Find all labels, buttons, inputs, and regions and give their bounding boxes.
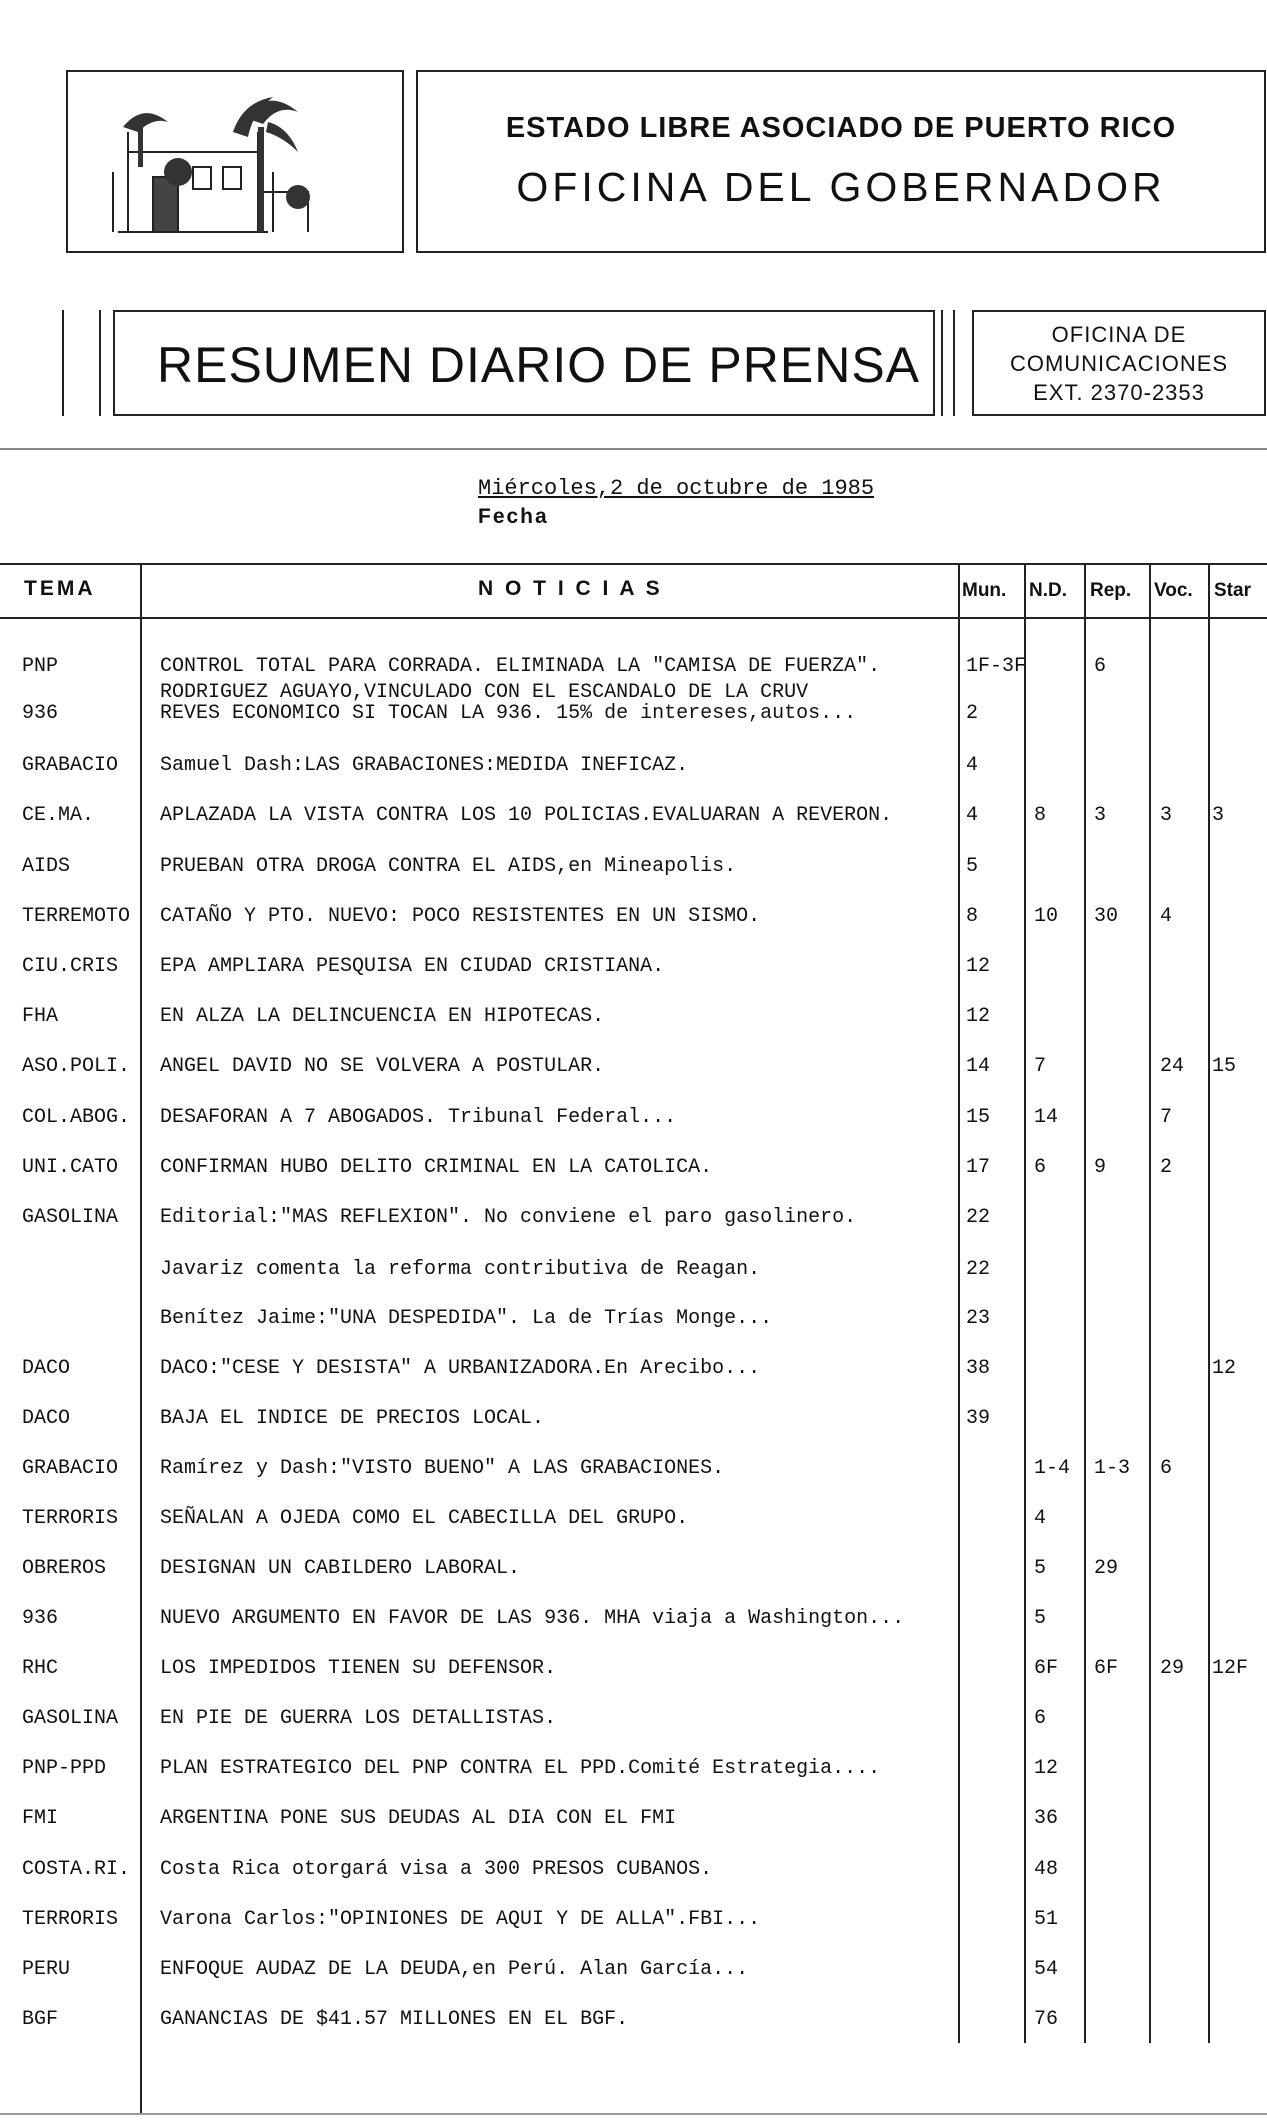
row-noticia: CONFIRMAN HUBO DELITO CRIMINAL EN LA CATOLICA. (160, 1156, 713, 1179)
row-tema: DACO (22, 1357, 71, 1380)
star-divider (1208, 563, 1210, 2043)
row-nd: 51 (1034, 1908, 1059, 1931)
date-label: Fecha (478, 505, 549, 528)
row-tema: COSTA.RI. (22, 1858, 131, 1881)
row-noticia: RODRIGUEZ AGUAYO,VINCULADO CON EL ESCANDALO DE LA CRUV (160, 681, 809, 704)
office-line-3: EXT. 2370-2353 (1033, 380, 1205, 405)
row-nd: 76 (1034, 2008, 1059, 2031)
row-tema: 936 (22, 1607, 59, 1630)
row-tema: GASOLINA (22, 1707, 119, 1730)
row-nd: 7 (1034, 1055, 1047, 1078)
col-header-voc: Voc. (1154, 580, 1193, 601)
row-noticia: EPA AMPLIARA PESQUISA EN CIUDAD CRISTIANA. (160, 955, 665, 978)
row-tema: PNP-PPD (22, 1757, 107, 1780)
row-mun: 12 (966, 1005, 991, 1028)
row-voc: 29 (1160, 1657, 1185, 1680)
row-mun: 17 (966, 1156, 991, 1179)
fortaleza-logo (68, 72, 402, 251)
row-nd: 1-4 (1034, 1457, 1071, 1480)
row-tema: OBREROS (22, 1557, 107, 1580)
row-mun: 39 (966, 1407, 991, 1430)
row-star: 15 (1212, 1055, 1237, 1078)
row-star: 12F (1212, 1657, 1249, 1680)
row-noticia: BAJA EL INDICE DE PRECIOS LOCAL. (160, 1407, 545, 1430)
row-tema: TERREMOTO (22, 905, 131, 928)
row-mun: 38 (966, 1357, 991, 1380)
row-voc: 24 (1160, 1055, 1185, 1078)
col-header-mun: Mun. (962, 580, 1007, 601)
row-tema: COL.ABOG. (22, 1106, 131, 1129)
row-nd: 12 (1034, 1757, 1059, 1780)
row-nd: 5 (1034, 1607, 1047, 1630)
row-tema: CIU.CRIS (22, 955, 119, 978)
row-noticia: APLAZADA LA VISTA CONTRA LOS 10 POLICIAS.EVALUARAN A REVERON. (160, 804, 893, 827)
nd-divider (1024, 563, 1026, 2043)
row-noticia: EN ALZA LA DELINCUENCIA EN HIPOTECAS. (160, 1005, 605, 1028)
row-nd: 6F (1034, 1657, 1059, 1680)
row-tema: DACO (22, 1407, 71, 1430)
office-line-2: COMUNICACIONES (1009, 351, 1229, 376)
row-mun: 15 (966, 1106, 991, 1129)
row-nd: 36 (1034, 1807, 1059, 1830)
row-noticia: Varona Carlos:"OPINIONES DE AQUI Y DE ALLA".FBI... (160, 1908, 761, 1931)
voc-divider (1149, 563, 1151, 2043)
row-noticia: Samuel Dash:LAS GRABACIONES:MEDIDA INEFICAZ. (160, 754, 689, 777)
row-tema: FMI (22, 1807, 59, 1830)
mun-divider (958, 563, 960, 2043)
date-value: Miércoles,2 de octubre de 1985 (478, 476, 875, 501)
row-tema: FHA (22, 1005, 59, 1028)
row-rep: 29 (1094, 1557, 1119, 1580)
row-star: 3 (1212, 804, 1225, 827)
row-noticia: ANGEL DAVID NO SE VOLVERA A POSTULAR. (160, 1055, 605, 1078)
col-header-star: Star (1214, 580, 1251, 601)
row-tema: TERRORIS (22, 1908, 119, 1931)
row-noticia: ARGENTINA PONE SUS DEUDAS AL DIA CON EL FMI (160, 1807, 677, 1830)
row-noticia: EN PIE DE GUERRA LOS DETALLISTAS. (160, 1707, 557, 1730)
row-mun: 22 (966, 1258, 991, 1281)
row-noticia: Editorial:"MAS REFLEXION". No conviene el paro gasolinero. (160, 1206, 857, 1229)
row-noticia: NUEVO ARGUMENTO EN FAVOR DE LAS 936. MHA viaja a Washington... (160, 1607, 905, 1630)
col-header-nd: N.D. (1029, 580, 1067, 601)
banner-rule-right-1 (941, 310, 943, 416)
page-bottom-rule (0, 2113, 1267, 2115)
table-header-rule (0, 617, 1267, 619)
row-nd: 8 (1034, 804, 1047, 827)
logo-box (66, 70, 404, 253)
office-line-1: OFICINA DE (1051, 322, 1187, 347)
col-header-noticias: N O T I C I A S (478, 577, 663, 600)
table-top-rule (0, 563, 1267, 565)
row-noticia: LOS IMPEDIDOS TIENEN SU DEFENSOR. (160, 1657, 557, 1680)
row-noticia: DACO:"CESE Y DESISTA" A URBANIZADORA.En Arecibo... (160, 1357, 761, 1380)
banner-rule-left-2 (99, 310, 101, 416)
row-voc: 7 (1160, 1106, 1173, 1129)
row-nd: 48 (1034, 1858, 1059, 1881)
row-rep: 30 (1094, 905, 1119, 928)
header-line-2: OFICINA DEL GOBERNADOR (516, 164, 1166, 210)
row-noticia: REVES ECONOMICO SI TOCAN LA 936. 15% de intereses,autos... (160, 702, 857, 725)
rep-divider (1084, 563, 1086, 2043)
row-voc: 3 (1160, 804, 1173, 827)
row-mun: 2 (966, 702, 979, 725)
row-tema: PNP (22, 655, 59, 678)
row-tema: PERU (22, 1958, 71, 1981)
banner-bottom-rule (0, 448, 1267, 450)
row-nd: 54 (1034, 1958, 1059, 1981)
header-line-1: ESTADO LIBRE ASOCIADO DE PUERTO RICO (505, 112, 1177, 144)
row-mun: 4 (966, 804, 979, 827)
row-noticia: CONTROL TOTAL PARA CORRADA. ELIMINADA LA "CAMISA DE FUERZA". (160, 655, 881, 678)
banner-title-box (113, 310, 935, 416)
row-noticia: Costa Rica otorgará visa a 300 PRESOS CUBANOS. (160, 1858, 713, 1881)
row-noticia: DESIGNAN UN CABILDERO LABORAL. (160, 1557, 521, 1580)
row-noticia: PLAN ESTRATEGICO DEL PNP CONTRA EL PPD.Comité Estrategia.... (160, 1757, 881, 1780)
row-tema: GASOLINA (22, 1206, 119, 1229)
row-noticia: Ramírez y Dash:"VISTO BUENO" A LAS GRABACIONES. (160, 1457, 725, 1480)
row-noticia: GANANCIAS DE $41.57 MILLONES EN EL BGF. (160, 2008, 629, 2031)
tema-divider (140, 563, 142, 2113)
row-mun: 12 (966, 955, 991, 978)
row-mun: 23 (966, 1307, 991, 1330)
row-tema: GRABACIO (22, 754, 119, 777)
row-tema: AIDS (22, 855, 71, 878)
row-rep: 3 (1094, 804, 1107, 827)
banner-rule-right-2 (953, 310, 955, 416)
row-tema: CE.MA. (22, 804, 95, 827)
row-voc: 4 (1160, 905, 1173, 928)
header-title-box (416, 70, 1266, 253)
row-noticia: SEÑALAN A OJEDA COMO EL CABECILLA DEL GRUPO. (160, 1507, 689, 1530)
col-header-rep: Rep. (1090, 580, 1132, 601)
office-box (972, 310, 1266, 416)
row-tema: BGF (22, 2008, 59, 2031)
row-mun: 8 (966, 905, 979, 928)
row-tema: RHC (22, 1657, 59, 1680)
row-tema: GRABACIO (22, 1457, 119, 1480)
row-tema: TERRORIS (22, 1507, 119, 1530)
row-rep: 1-3 (1094, 1457, 1131, 1480)
row-mun: 22 (966, 1206, 991, 1229)
row-nd: 14 (1034, 1106, 1059, 1129)
banner-title: RESUMEN DIARIO DE PRENSA (157, 337, 921, 393)
row-star: 12 (1212, 1357, 1237, 1380)
row-rep: 9 (1094, 1156, 1107, 1179)
row-noticia: CATAÑO Y PTO. NUEVO: POCO RESISTENTES EN UN SISMO. (160, 905, 761, 928)
row-noticia: ENFOQUE AUDAZ DE LA DEUDA,en Perú. Alan García... (160, 1958, 749, 1981)
col-header-tema: TEMA (24, 577, 96, 600)
row-tema: ASO.POLI. (22, 1055, 131, 1078)
row-rep: 6F (1094, 1657, 1119, 1680)
row-voc: 2 (1160, 1156, 1173, 1179)
row-mun: 1F-3F (966, 655, 1027, 678)
row-noticia: DESAFORAN A 7 ABOGADOS. Tribunal Federal... (160, 1106, 677, 1129)
row-nd: 4 (1034, 1507, 1047, 1530)
row-nd: 6 (1034, 1707, 1047, 1730)
row-noticia: Javariz comenta la reforma contributiva de Reagan. (160, 1258, 761, 1281)
row-voc: 6 (1160, 1457, 1173, 1480)
row-tema: UNI.CATO (22, 1156, 119, 1179)
banner-rule-left-1 (62, 310, 64, 416)
row-nd: 10 (1034, 905, 1059, 928)
row-noticia: PRUEBAN OTRA DROGA CONTRA EL AIDS,en Mineapolis. (160, 855, 737, 878)
row-mun: 5 (966, 855, 979, 878)
row-mun: 4 (966, 754, 979, 777)
row-nd: 6 (1034, 1156, 1047, 1179)
row-rep: 6 (1094, 655, 1107, 678)
row-mun: 14 (966, 1055, 991, 1078)
row-noticia: Benítez Jaime:"UNA DESPEDIDA". La de Trías Monge... (160, 1307, 773, 1330)
row-tema: 936 (22, 702, 59, 725)
row-nd: 5 (1034, 1557, 1047, 1580)
